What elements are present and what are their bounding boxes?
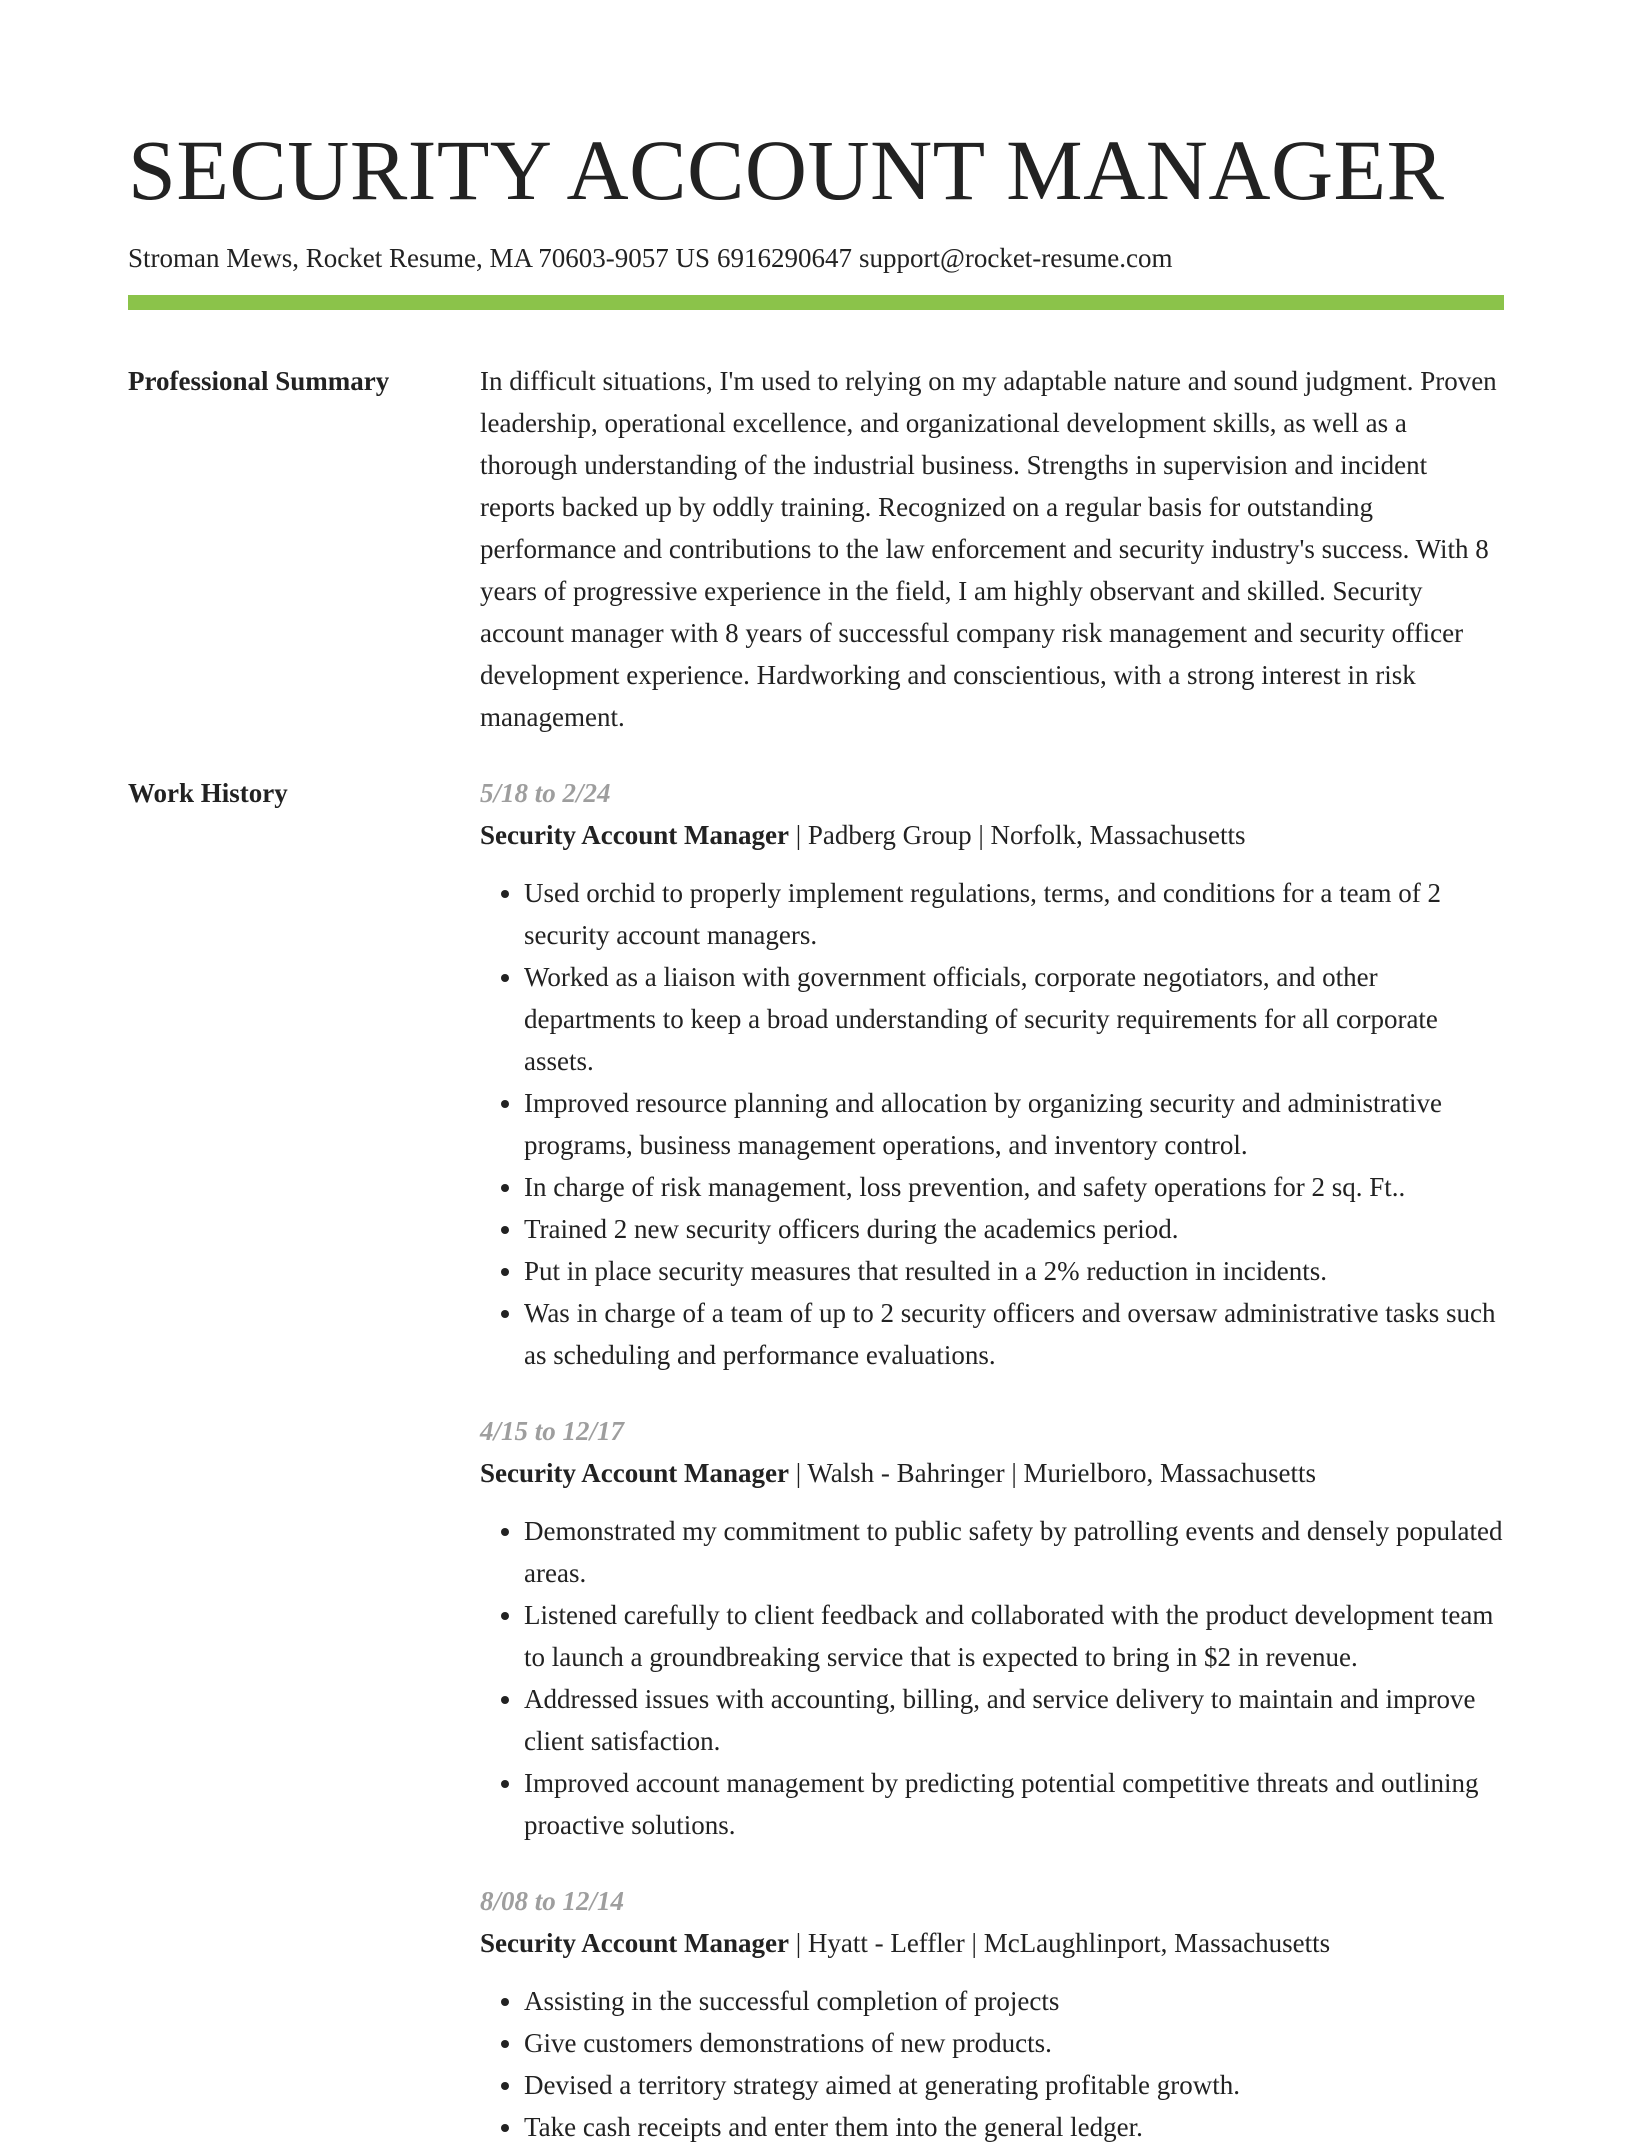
job-title: Security Account Manager [480, 1458, 789, 1488]
section-label: Professional Summary [128, 366, 390, 396]
job-dates: 5/18 to 2/24 [480, 778, 611, 808]
job-bullet: • Listened carefully to client feedback and collaborated with the product development team to launch a groundbreaking service that is expected to bring in $2 in revenue. [524, 1594, 1504, 1678]
job-bullet: • Used orchid to properly implement regulations, terms, and conditions for a team of 2 security account managers. [524, 872, 1504, 956]
job-title: Security Account Manager [480, 1928, 789, 1958]
resume-title: SECURITY ACCOUNT MANAGER [128, 122, 1445, 218]
job-bullet: • Worked as a liaison with government officials, corporate negotiators, and other departments to keep a broad understanding of security requirements for all corporate assets. [524, 956, 1504, 1082]
job-heading [480, 1452, 1504, 1494]
job-bullets [480, 872, 1504, 1376]
section-body [480, 360, 1504, 738]
resume-page [128, 0, 1504, 2148]
job-bullet: • Devised a territory strategy aimed at generating profitable growth. [524, 2064, 1504, 2106]
job-bullets [480, 1980, 1504, 2148]
job-bullet: • Put in place security measures that resulted in a 2% reduction in incidents. [524, 1250, 1504, 1292]
job-entry [480, 1880, 1504, 2148]
job-title: Security Account Manager [480, 820, 789, 850]
job-bullet: • In charge of risk management, loss prevention, and safety operations for 2 sq. Ft.. [524, 1166, 1504, 1208]
section-label: Work History [128, 778, 288, 808]
job-details: | Hyatt - Leffler | McLaughlinport, Massachusetts [788, 1928, 1331, 1958]
summary-text: In difficult situations, I'm used to relying on my adaptable nature and sound judgment. Proven leadership, operational excellence, and organizational development skills, as well as a thorough understanding of the industrial business. Strengths in supervision and incident reports backed up by oddly training. Recognized on a regular basis for outstanding performance and contributions to the law enforcement and security industry's success. With 8 years of progressive experience in the field, I am highly observant and skilled. Security account manager with 8 years of successful company risk management and security officer development experience. Hardworking and conscientious, with a strong interest in risk management. [480, 366, 1497, 732]
job-bullet: • Trained 2 new security officers during the academics period. [524, 1208, 1504, 1250]
work-history-section [128, 772, 1504, 2148]
job-heading [480, 814, 1504, 856]
job-bullet: • Assisting in the successful completion of projects [524, 1980, 1504, 2022]
contact-email: support@rocket-resume.com [858, 243, 1173, 273]
job-details: | Padberg Group | Norfolk, Massachusetts [788, 820, 1246, 850]
header-divider [128, 295, 1504, 310]
job-details: | Walsh - Bahringer | Murielboro, Massachusetts [788, 1458, 1316, 1488]
job-heading [480, 1922, 1504, 1964]
job-bullet: • Addressed issues with accounting, billing, and service delivery to maintain and improve client satisfaction. [524, 1678, 1504, 1762]
job-bullets [480, 1510, 1504, 1846]
section-body [480, 772, 1504, 2148]
job-bullet: • Was in charge of a team of up to 2 security officers and oversaw administrative tasks such as scheduling and performance evaluations. [524, 1292, 1504, 1376]
job-bullet: • Improved account management by predicting potential competitive threats and outlining proactive solutions. [524, 1762, 1504, 1846]
contact-address: Stroman Mews, Rocket Resume, MA 70603-9057 US [128, 243, 710, 273]
job-bullet: • Take cash receipts and enter them into the general ledger. [524, 2106, 1504, 2148]
job-entry [480, 772, 1504, 1376]
job-bullet: • Improved resource planning and allocation by organizing security and administrative programs, business management operations, and inventory control. [524, 1082, 1504, 1166]
job-entry [480, 1410, 1504, 1846]
job-dates: 8/08 to 12/14 [480, 1886, 625, 1916]
contact-phone: 6916290647 [716, 243, 852, 273]
contact-line [128, 240, 1504, 276]
job-dates: 4/15 to 12/17 [480, 1416, 625, 1446]
job-bullet: • Demonstrated my commitment to public safety by patrolling events and densely populated areas. [524, 1510, 1504, 1594]
professional-summary-section [128, 360, 1504, 738]
job-bullet: • Give customers demonstrations of new products. [524, 2022, 1504, 2064]
